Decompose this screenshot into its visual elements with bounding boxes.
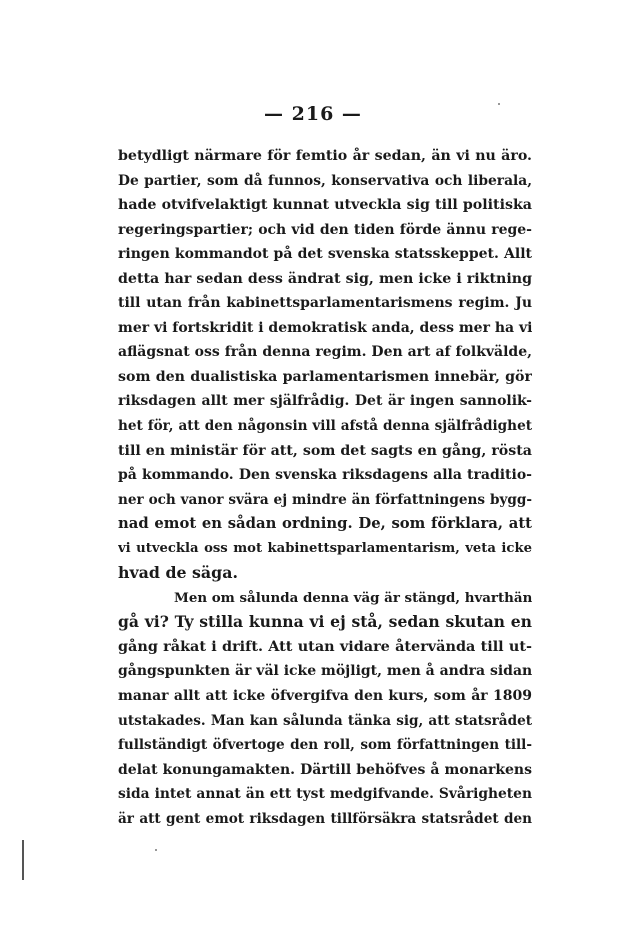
text-line: betydligt närmare för femtio år sedan, än vi nu äro. (118, 148, 532, 164)
text-line: het för, att den någonsin vill afstå denna själfrådighet (118, 418, 532, 435)
print-speck (155, 849, 157, 851)
text-line: utstakades. Man kan sålunda tänka sig, att statsrådet (118, 712, 532, 729)
text-line: gå vi? Ty stilla kunna vi ej stå, sedan skutan en (118, 612, 532, 632)
margin-mark (22, 840, 24, 880)
text-line: De partier, som då funnos, konservativa och liberala, (118, 172, 532, 189)
text-line: manar allt att icke öfvergifva den kurs, som år 1809 (118, 688, 532, 705)
text-line: aflägsnat oss från denna regim. Den art af folkvälde, (118, 344, 532, 361)
text-line: vi utveckla oss mot kabinettsparlamentarism, veta icke (118, 540, 532, 556)
text-line: detta har sedan dess ändrat sig, men icke i riktning (118, 270, 532, 287)
text-line: mer vi fortskridit i demokratisk anda, dess mer ha vi (118, 319, 532, 336)
text-line: som den dualistiska parlamentarismen innebär, gör (118, 368, 532, 385)
text-line: delat konungamakten. Därtill behöfves å monarkens (118, 761, 532, 778)
text-line: till en ministär för att, som det sagts en gång, rösta (118, 442, 532, 459)
text-line: ner och vanor svära ej mindre än författningens bygg- (118, 491, 532, 508)
page-number: — 216 — (264, 103, 362, 125)
text-line: hade otvifvelaktigt kunnat utveckla sig till politiska (118, 197, 532, 214)
text-line: Men om sålunda denna väg är stängd, hvarthän (174, 589, 532, 606)
text-line: är att gent emot riksdagen tillförsäkra statsrådet den (118, 810, 532, 827)
text-line: på kommando. Den svenska riksdagens alla traditio- (118, 467, 532, 484)
body-text (118, 144, 532, 831)
text-line: gång råkat i drift. Att utan vidare återvända till ut- (118, 637, 532, 655)
text-line: gångspunkten är väl icke möjligt, men å andra sidan (118, 663, 532, 680)
text-line: fullständigt öfvertoge den roll, som författningen till- (118, 737, 532, 754)
text-line: ringen kommandot på det svenska statsskeppet. Allt (118, 246, 532, 263)
text-line: regeringspartier; och vid den tiden förde ännu rege- (118, 221, 532, 238)
print-speck (498, 103, 500, 105)
text-line: riksdagen allt mer själfrådig. Det är ingen sannolik- (118, 393, 532, 410)
text-line: till utan från kabinettsparlamentarismens regim. Ju (118, 295, 532, 312)
text-line: nad emot en sådan ordning. De, som förklara, att (118, 515, 532, 533)
text-line: sida intet annat än ett tyst medgifvande. Svårigheten (118, 786, 532, 803)
text-line: hvad de säga. (118, 563, 238, 583)
